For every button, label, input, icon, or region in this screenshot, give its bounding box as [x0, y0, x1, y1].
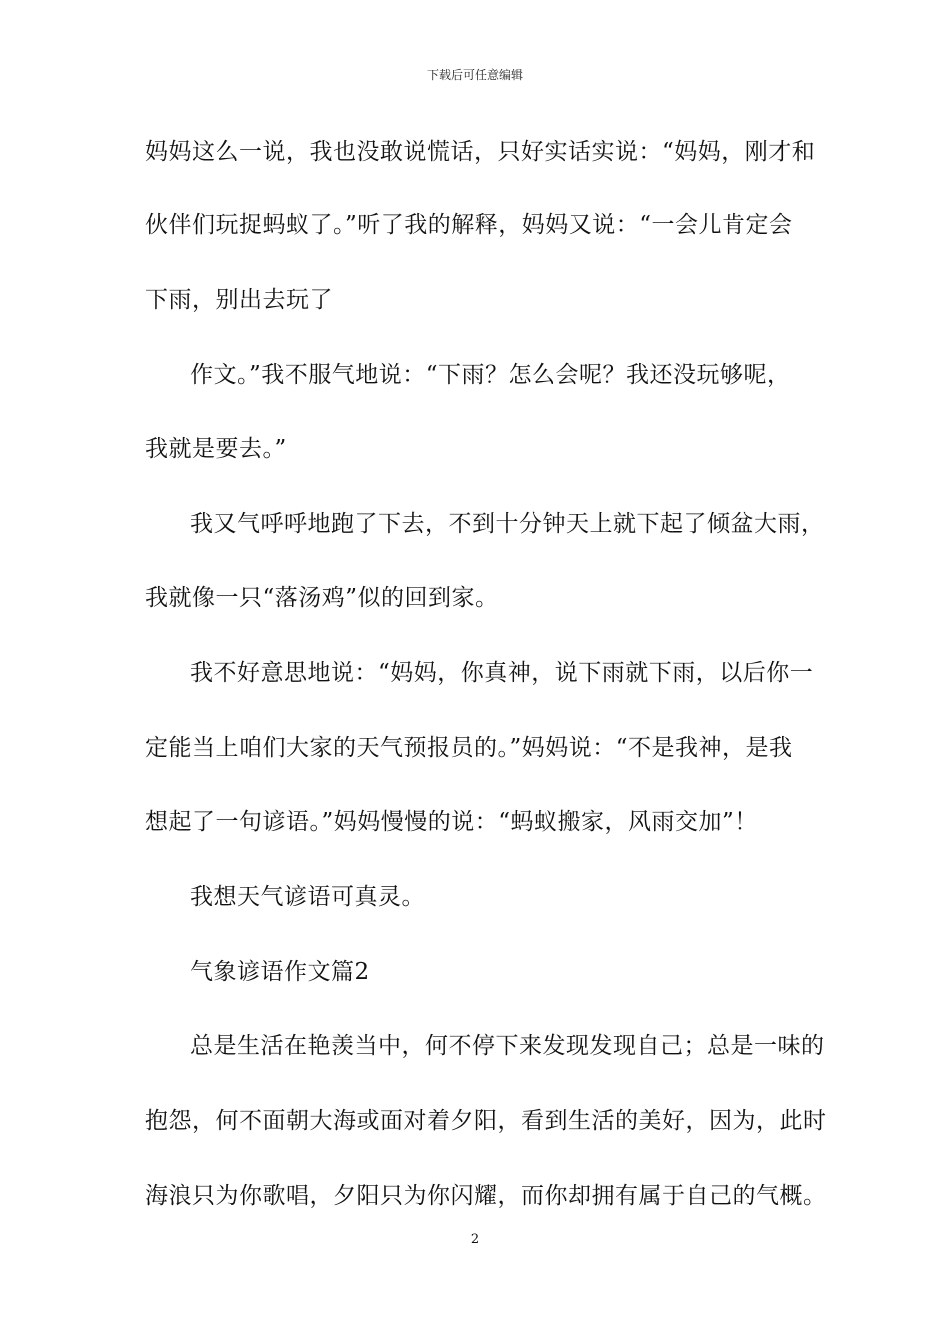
- text-line: 我不好意思地说：“妈妈，你真神，说下雨就下雨，以后你一: [190, 660, 814, 686]
- text-line: 总是生活在艳羡当中，何不停下来发现发现自己；总是一味的: [190, 1033, 825, 1059]
- text-line: 我就是要去。”: [145, 436, 287, 462]
- text-line: 海浪只为你歌唱，夕阳只为你闪耀，而你却拥有属于自己的气概。: [145, 1183, 827, 1209]
- text-line: 作文。”我不服气地说：“下雨？怎么会呢？我还没玩够呢，: [190, 362, 791, 388]
- page-number: 2: [470, 1232, 480, 1247]
- text-line: 定能当上咱们大家的天气预报员的。”妈妈说：“不是我神，是我: [145, 735, 793, 761]
- text-line: 下雨，别出去玩了: [145, 287, 333, 313]
- text-line: 想起了一句谚语。”妈妈慢慢的说：“蚂蚁搬家，风雨交加”！: [145, 809, 758, 835]
- text-line: 我想天气谚语可真灵。: [190, 884, 425, 910]
- page-header: 下载后可任意编辑: [426, 68, 523, 82]
- text-line: 我又气呼呼地跑了下去，不到十分钟天上就下起了倾盆大雨，: [190, 511, 825, 537]
- text-line: 我就像一只“落汤鸡”似的回到家。: [145, 585, 499, 611]
- text-line: 伙伴们玩捉蚂蚁了。”听了我的解释，妈妈又说：“一会儿肯定会: [145, 212, 793, 238]
- section-title: 气象谚语作文篇2: [190, 959, 370, 985]
- text-line: 抱怨，何不面朝大海或面对着夕阳，看到生活的美好，因为，此时: [145, 1108, 827, 1134]
- text-line: 妈妈这么一说，我也没敢说慌话，只好实话实说：“妈妈，刚才和: [145, 139, 816, 165]
